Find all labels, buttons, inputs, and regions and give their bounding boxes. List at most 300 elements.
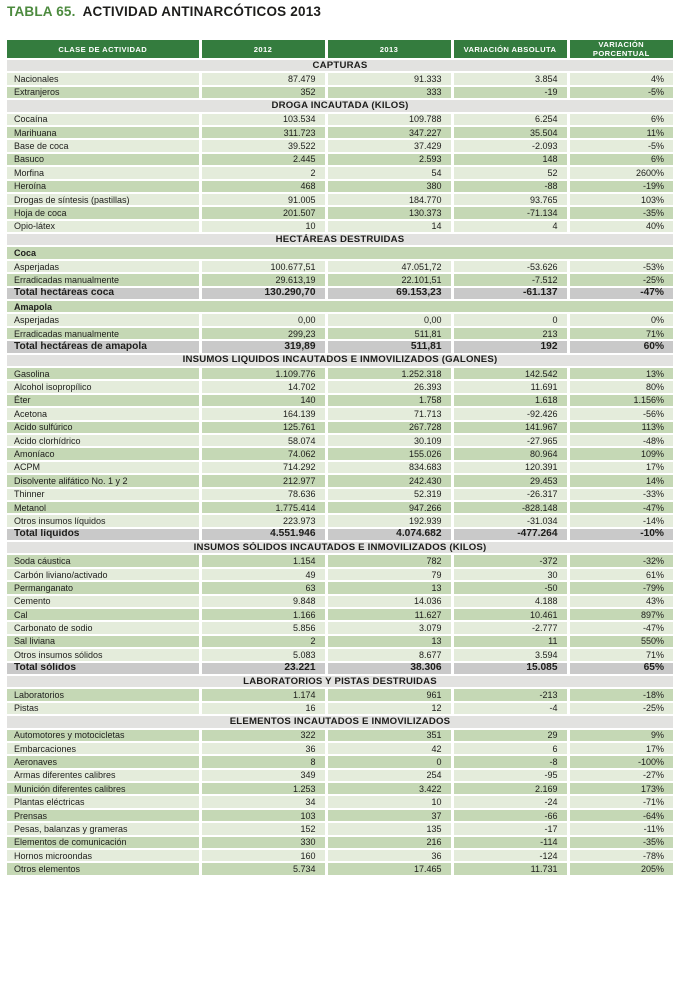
variation-absolute-cell: -7.512 (452, 273, 568, 286)
variation-percent-cell: -32% (568, 554, 673, 567)
activity-label-cell: Cemento (7, 595, 200, 608)
value-2013-cell: 380 (326, 180, 452, 193)
table-row (7, 769, 673, 782)
value-2013-cell: 52.319 (326, 488, 452, 501)
variation-absolute-cell: -4 (452, 702, 568, 715)
table-row (7, 595, 673, 608)
value-2013-cell: 91.333 (326, 72, 452, 85)
activity-label-cell: Otros insumos sólidos (7, 648, 200, 661)
variation-percent-cell: -35% (568, 206, 673, 219)
value-2012-cell: 1.109.776 (200, 367, 326, 380)
activity-label-cell: Pistas (7, 702, 200, 715)
value-2012-cell: 103.534 (200, 113, 326, 126)
table-row (7, 461, 673, 474)
variation-percent-cell: 2600% (568, 166, 673, 179)
activity-label-cell: Heroína (7, 180, 200, 193)
header-row (7, 40, 673, 59)
value-2013-cell: 834.683 (326, 461, 452, 474)
table-row (7, 488, 673, 501)
table-row (7, 554, 673, 567)
section-header-row (7, 715, 673, 728)
value-2012-cell: 1.166 (200, 608, 326, 621)
variation-percent-cell: 9% (568, 729, 673, 742)
value-2012-cell: 5.734 (200, 862, 326, 875)
table-row (7, 635, 673, 648)
variation-percent-cell: 173% (568, 782, 673, 795)
variation-percent-cell: -100% (568, 755, 673, 768)
section-title: HECTÁREAS DESTRUIDAS (7, 233, 673, 246)
variation-absolute-cell: 15.085 (452, 662, 568, 675)
column-header-1: 2012 (200, 40, 326, 59)
variation-percent-cell: 6% (568, 113, 673, 126)
activity-label-cell: Basuco (7, 153, 200, 166)
table-row (7, 608, 673, 621)
value-2012-cell: 23.221 (200, 662, 326, 675)
variation-absolute-cell: -8 (452, 755, 568, 768)
value-2013-cell: 69.153,23 (326, 287, 452, 300)
value-2012-cell: 1.174 (200, 688, 326, 701)
value-2012-cell: 2 (200, 166, 326, 179)
variation-percent-cell: 13% (568, 367, 673, 380)
activity-label-cell: Carbonato de sodio (7, 621, 200, 634)
section-title: ELEMENTOS INCAUTADOS E INMOVILIZADOS (7, 715, 673, 728)
variation-absolute-cell: -50 (452, 581, 568, 594)
value-2012-cell: 1.154 (200, 554, 326, 567)
value-2013-cell: 14.036 (326, 595, 452, 608)
value-2012-cell: 152 (200, 822, 326, 835)
table-row (7, 688, 673, 701)
value-2012-cell: 322 (200, 729, 326, 742)
variation-absolute-cell: 120.391 (452, 461, 568, 474)
value-2013-cell: 13 (326, 635, 452, 648)
value-2013-cell: 12 (326, 702, 452, 715)
table-row (7, 273, 673, 286)
variation-absolute-cell: -53.626 (452, 260, 568, 273)
variation-absolute-cell: -24 (452, 795, 568, 808)
value-2013-cell: 38.306 (326, 662, 452, 675)
value-2012-cell: 34 (200, 795, 326, 808)
value-2013-cell: 961 (326, 688, 452, 701)
table-row (7, 407, 673, 420)
variation-absolute-cell: 52 (452, 166, 568, 179)
value-2012-cell: 212.977 (200, 474, 326, 487)
variation-absolute-cell: 1.618 (452, 394, 568, 407)
value-2013-cell: 130.373 (326, 206, 452, 219)
variation-percent-cell: 103% (568, 193, 673, 206)
variation-absolute-cell: 29.453 (452, 474, 568, 487)
variation-percent-cell: -47% (568, 621, 673, 634)
value-2013-cell: 8.677 (326, 648, 452, 661)
section-header-row (7, 541, 673, 554)
value-2012-cell: 714.292 (200, 461, 326, 474)
antinarcotics-activity-table (7, 40, 673, 877)
table-row (7, 113, 673, 126)
variation-absolute-cell: -372 (452, 554, 568, 567)
value-2013-cell: 782 (326, 554, 452, 567)
activity-label-cell: Otros insumos líquidos (7, 514, 200, 527)
table-row (7, 755, 673, 768)
table-row (7, 206, 673, 219)
activity-label-cell: Acido clorhídrico (7, 434, 200, 447)
section-header-row (7, 99, 673, 112)
variation-percent-cell: 4% (568, 72, 673, 85)
variation-percent-cell: 40% (568, 220, 673, 233)
value-2012-cell: 223.973 (200, 514, 326, 527)
table-row (7, 782, 673, 795)
variation-absolute-cell: 6 (452, 742, 568, 755)
variation-percent-cell: -78% (568, 849, 673, 862)
table-row (7, 421, 673, 434)
variation-absolute-cell: 93.765 (452, 193, 568, 206)
table-row (7, 193, 673, 206)
value-2012-cell: 125.761 (200, 421, 326, 434)
variation-percent-cell: 109% (568, 447, 673, 460)
value-2013-cell: 13 (326, 581, 452, 594)
variation-percent-cell: 6% (568, 153, 673, 166)
value-2013-cell: 36 (326, 849, 452, 862)
value-2013-cell: 242.430 (326, 474, 452, 487)
value-2012-cell: 87.479 (200, 72, 326, 85)
value-2013-cell: 1.758 (326, 394, 452, 407)
value-2012-cell: 330 (200, 836, 326, 849)
value-2012-cell: 36 (200, 742, 326, 755)
value-2012-cell: 49 (200, 568, 326, 581)
variation-absolute-cell: 192 (452, 340, 568, 353)
variation-percent-cell: -47% (568, 287, 673, 300)
variation-percent-cell: -18% (568, 688, 673, 701)
value-2012-cell: 2.445 (200, 153, 326, 166)
section-header-row (7, 233, 673, 246)
table-row (7, 581, 673, 594)
activity-label-cell: Sal liviana (7, 635, 200, 648)
table-row (7, 313, 673, 326)
variation-percent-cell: 14% (568, 474, 673, 487)
variation-absolute-cell: 0 (452, 313, 568, 326)
value-2013-cell: 216 (326, 836, 452, 849)
variation-percent-cell: -19% (568, 180, 673, 193)
table-row (7, 729, 673, 742)
value-2012-cell: 103 (200, 809, 326, 822)
section-title: CAPTURAS (7, 59, 673, 72)
variation-absolute-cell: 11.691 (452, 380, 568, 393)
activity-label-cell: Aeronaves (7, 755, 200, 768)
variation-absolute-cell: 141.967 (452, 421, 568, 434)
value-2012-cell: 39.522 (200, 139, 326, 152)
value-2013-cell: 0 (326, 755, 452, 768)
value-2012-cell: 100.677,51 (200, 260, 326, 273)
table-caption: ACTIVIDAD ANTINARCÓTICOS 2013 (82, 4, 322, 19)
variation-percent-cell: 550% (568, 635, 673, 648)
table-row (7, 126, 673, 139)
variation-percent-cell: -48% (568, 434, 673, 447)
variation-absolute-cell: 4.188 (452, 595, 568, 608)
variation-percent-cell: -11% (568, 822, 673, 835)
activity-label-cell: Cal (7, 608, 200, 621)
section-header-row (7, 675, 673, 688)
variation-absolute-cell: -31.034 (452, 514, 568, 527)
variation-percent-cell: -56% (568, 407, 673, 420)
column-header-4: VARIACIÓN PORCENTUAL (568, 40, 673, 59)
section-header-row (7, 354, 673, 367)
table-row (7, 139, 673, 152)
variation-absolute-cell: 35.504 (452, 126, 568, 139)
variation-percent-cell: -47% (568, 501, 673, 514)
table-row (7, 153, 673, 166)
value-2013-cell: 155.026 (326, 447, 452, 460)
value-2012-cell: 0,00 (200, 313, 326, 326)
variation-percent-cell: -53% (568, 260, 673, 273)
activity-label-cell: Prensas (7, 809, 200, 822)
value-2013-cell: 184.770 (326, 193, 452, 206)
activity-label-cell: Hoja de coca (7, 206, 200, 219)
value-2013-cell: 192.939 (326, 514, 452, 527)
variation-absolute-cell: -88 (452, 180, 568, 193)
table-row (7, 180, 673, 193)
variation-absolute-cell: 3.594 (452, 648, 568, 661)
value-2013-cell: 254 (326, 769, 452, 782)
value-2013-cell: 947.266 (326, 501, 452, 514)
value-2012-cell: 311.723 (200, 126, 326, 139)
value-2012-cell: 299,23 (200, 327, 326, 340)
table-row (7, 501, 673, 514)
value-2013-cell: 30.109 (326, 434, 452, 447)
table-row (7, 72, 673, 85)
table-row (7, 742, 673, 755)
table-header (7, 40, 673, 59)
variation-absolute-cell: -27.965 (452, 434, 568, 447)
activity-label-cell: Drogas de síntesis (pastillas) (7, 193, 200, 206)
value-2013-cell: 267.728 (326, 421, 452, 434)
column-header-0: CLASE DE ACTIVIDAD (7, 40, 200, 59)
variation-absolute-cell: 29 (452, 729, 568, 742)
value-2012-cell: 91.005 (200, 193, 326, 206)
variation-percent-cell: 17% (568, 461, 673, 474)
variation-absolute-cell: -66 (452, 809, 568, 822)
column-header-2: 2013 (326, 40, 452, 59)
variation-absolute-cell: -26.317 (452, 488, 568, 501)
section-title: INSUMOS SÓLIDOS INCAUTADOS E INMOVILIZADOS (KILOS) (7, 541, 673, 554)
variation-absolute-cell: 213 (452, 327, 568, 340)
activity-label-cell: Disolvente alifático No. 1 y 2 (7, 474, 200, 487)
activity-label-cell: Opio-látex (7, 220, 200, 233)
total-row (7, 662, 673, 675)
activity-label-cell: Erradicadas manualmente (7, 273, 200, 286)
activity-label-cell: Automotores y motocicletas (7, 729, 200, 742)
variation-percent-cell: -27% (568, 769, 673, 782)
value-2012-cell: 164.139 (200, 407, 326, 420)
activity-label-cell: Carbón liviano/activado (7, 568, 200, 581)
value-2012-cell: 16 (200, 702, 326, 715)
table-row (7, 260, 673, 273)
variation-percent-cell: 1.156% (568, 394, 673, 407)
activity-label-cell: Gasolina (7, 367, 200, 380)
value-2013-cell: 351 (326, 729, 452, 742)
activity-label-cell: Amoníaco (7, 447, 200, 460)
value-2013-cell: 71.713 (326, 407, 452, 420)
activity-label-cell: Pesas, balanzas y grameras (7, 822, 200, 835)
table-row (7, 862, 673, 875)
table-row (7, 822, 673, 835)
value-2012-cell: 140 (200, 394, 326, 407)
activity-label-cell: Armas diferentes calibres (7, 769, 200, 782)
value-2013-cell: 511,81 (326, 340, 452, 353)
variation-percent-cell: 80% (568, 380, 673, 393)
table-row (7, 367, 673, 380)
table-row (7, 795, 673, 808)
section-title: INSUMOS LÍQUIDOS INCAUTADOS E INMOVILIZADOS (GALONES) (7, 354, 673, 367)
variation-percent-cell: 17% (568, 742, 673, 755)
activity-label-cell: Thinner (7, 488, 200, 501)
variation-absolute-cell: 6.254 (452, 113, 568, 126)
variation-percent-cell: -25% (568, 273, 673, 286)
variation-absolute-cell: -92.426 (452, 407, 568, 420)
value-2012-cell: 9.848 (200, 595, 326, 608)
total-row (7, 287, 673, 300)
variation-percent-cell: -79% (568, 581, 673, 594)
value-2013-cell: 14 (326, 220, 452, 233)
value-2013-cell: 11.627 (326, 608, 452, 621)
activity-label-cell: Alcohol isopropílico (7, 380, 200, 393)
value-2012-cell: 78.636 (200, 488, 326, 501)
value-2013-cell: 47.051,72 (326, 260, 452, 273)
variation-absolute-cell: -124 (452, 849, 568, 862)
value-2013-cell: 10 (326, 795, 452, 808)
variation-absolute-cell: -114 (452, 836, 568, 849)
activity-label-cell: Cocaína (7, 113, 200, 126)
variation-percent-cell: 11% (568, 126, 673, 139)
variation-percent-cell: -5% (568, 139, 673, 152)
value-2013-cell: 54 (326, 166, 452, 179)
activity-label-cell: Asperjadas (7, 260, 200, 273)
subsection-row (7, 300, 673, 313)
table-row (7, 809, 673, 822)
variation-absolute-cell: -477.264 (452, 528, 568, 541)
variation-percent-cell: 60% (568, 340, 673, 353)
activity-label-cell: Nacionales (7, 72, 200, 85)
variation-percent-cell: -10% (568, 528, 673, 541)
activity-label-cell: Erradicadas manualmente (7, 327, 200, 340)
activity-label-cell: Morfina (7, 166, 200, 179)
variation-percent-cell: -64% (568, 809, 673, 822)
value-2013-cell: 0,00 (326, 313, 452, 326)
value-2012-cell: 5.083 (200, 648, 326, 661)
variation-absolute-cell: 10.461 (452, 608, 568, 621)
variation-percent-cell: 61% (568, 568, 673, 581)
variation-absolute-cell: -17 (452, 822, 568, 835)
value-2012-cell: 468 (200, 180, 326, 193)
value-2013-cell: 1.252.318 (326, 367, 452, 380)
section-title: DROGA INCAUTADA (KILOS) (7, 99, 673, 112)
activity-label-cell: Éter (7, 394, 200, 407)
value-2013-cell: 37.429 (326, 139, 452, 152)
activity-label-cell: ACPM (7, 461, 200, 474)
page-title (7, 4, 321, 19)
activity-label-cell: Metanol (7, 501, 200, 514)
value-2012-cell: 10 (200, 220, 326, 233)
value-2012-cell: 201.507 (200, 206, 326, 219)
activity-label-cell: Acido sulfúrico (7, 421, 200, 434)
activity-label-cell: Laboratorios (7, 688, 200, 701)
value-2013-cell: 42 (326, 742, 452, 755)
variation-percent-cell: 0% (568, 313, 673, 326)
value-2012-cell: 130.290,70 (200, 287, 326, 300)
value-2012-cell: 74.062 (200, 447, 326, 460)
variation-absolute-cell: 4 (452, 220, 568, 233)
value-2013-cell: 22.101,51 (326, 273, 452, 286)
value-2013-cell: 3.422 (326, 782, 452, 795)
value-2012-cell: 8 (200, 755, 326, 768)
activity-label-cell: Permanganato (7, 581, 200, 594)
value-2012-cell: 63 (200, 581, 326, 594)
table-body (7, 59, 673, 876)
value-2013-cell: 135 (326, 822, 452, 835)
variation-absolute-cell: -213 (452, 688, 568, 701)
variation-absolute-cell: 30 (452, 568, 568, 581)
section-title: LABORATORIOS Y PISTAS DESTRUIDAS (7, 675, 673, 688)
variation-percent-cell: -71% (568, 795, 673, 808)
value-2012-cell: 29.613,19 (200, 273, 326, 286)
variation-absolute-cell: 3.854 (452, 72, 568, 85)
table-row (7, 220, 673, 233)
section-header-row (7, 59, 673, 72)
activity-label-cell: Otros elementos (7, 862, 200, 875)
total-row (7, 528, 673, 541)
activity-label-cell: Total sólidos (7, 662, 200, 675)
variation-percent-cell: 205% (568, 862, 673, 875)
table-row (7, 849, 673, 862)
activity-label-cell: Acetona (7, 407, 200, 420)
value-2012-cell: 58.074 (200, 434, 326, 447)
table-row (7, 836, 673, 849)
value-2012-cell: 1.253 (200, 782, 326, 795)
column-header-3: VARIACIÓN ABSOLUTA (452, 40, 568, 59)
variation-absolute-cell: -828.148 (452, 501, 568, 514)
value-2012-cell: 5.856 (200, 621, 326, 634)
value-2013-cell: 79 (326, 568, 452, 581)
value-2013-cell: 511,81 (326, 327, 452, 340)
value-2012-cell: 349 (200, 769, 326, 782)
variation-percent-cell: -25% (568, 702, 673, 715)
variation-absolute-cell: -71.134 (452, 206, 568, 219)
variation-percent-cell: 43% (568, 595, 673, 608)
table-row (7, 394, 673, 407)
table-row (7, 166, 673, 179)
value-2013-cell: 2.593 (326, 153, 452, 166)
variation-absolute-cell: 11.731 (452, 862, 568, 875)
variation-absolute-cell: 148 (452, 153, 568, 166)
variation-absolute-cell: -95 (452, 769, 568, 782)
variation-percent-cell: 71% (568, 327, 673, 340)
variation-absolute-cell: 80.964 (452, 447, 568, 460)
activity-label-cell: Total hectáreas de amapola (7, 340, 200, 353)
table-row (7, 447, 673, 460)
variation-absolute-cell: -61.137 (452, 287, 568, 300)
value-2012-cell: 14.702 (200, 380, 326, 393)
table-row (7, 648, 673, 661)
activity-label-cell: Plantas eléctricas (7, 795, 200, 808)
variation-absolute-cell: 2.169 (452, 782, 568, 795)
value-2013-cell: 3.079 (326, 621, 452, 634)
variation-absolute-cell: 142.542 (452, 367, 568, 380)
value-2013-cell: 333 (326, 86, 452, 99)
variation-percent-cell: 113% (568, 421, 673, 434)
activity-label-cell: Asperjadas (7, 313, 200, 326)
total-row (7, 340, 673, 353)
variation-percent-cell: -33% (568, 488, 673, 501)
table-row (7, 514, 673, 527)
value-2013-cell: 347.227 (326, 126, 452, 139)
variation-percent-cell: 71% (568, 648, 673, 661)
